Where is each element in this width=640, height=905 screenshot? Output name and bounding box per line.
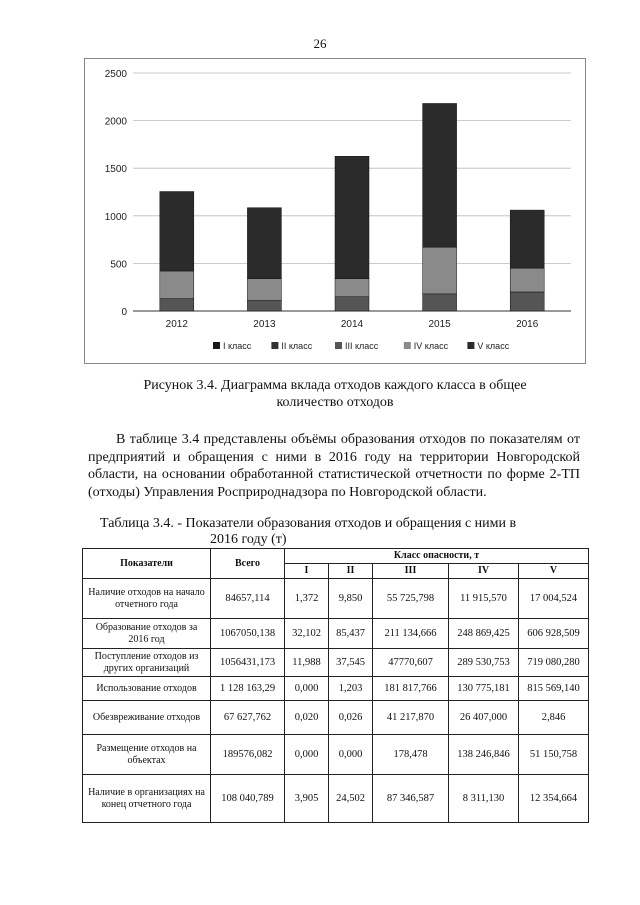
header-class-3: III (373, 564, 449, 579)
legend-swatch (335, 342, 342, 349)
x-tick-label: 2014 (340, 319, 364, 330)
row-class-4-value: 138 246,846 (449, 735, 519, 775)
header-class-1: I (285, 564, 329, 579)
row-class-1-value: 0,000 (285, 735, 329, 775)
x-tick-label: 2012 (165, 319, 188, 330)
row-total: 189576,082 (211, 735, 285, 775)
row-total: 1 128 163,29 (211, 677, 285, 701)
row-class-2-value: 1,203 (329, 677, 373, 701)
header-class-4: IV (449, 564, 519, 579)
row-name: Наличие в организациях на конец отчетного года (83, 775, 211, 823)
row-class-4-value: 130 775,181 (449, 677, 519, 701)
row-name: Обезвреживание отходов (83, 701, 211, 735)
header-indicators: Показатели (83, 549, 211, 579)
row-class-1-value: 3,905 (285, 775, 329, 823)
row-class-2-value: 37,545 (329, 649, 373, 677)
row-total: 1067050,138 (211, 619, 285, 649)
table-row (83, 579, 589, 619)
row-class-5-value: 815 569,140 (519, 677, 589, 701)
bar-segment (335, 297, 369, 311)
row-class-5-value: 12 354,664 (519, 775, 589, 823)
stacked-bar-chart (84, 58, 586, 364)
x-tick-label: 2016 (516, 319, 539, 330)
waste-table (82, 548, 589, 823)
bar-segment (335, 156, 369, 278)
legend-label: III класс (345, 341, 379, 351)
bar-segment (247, 301, 281, 311)
row-class-3-value: 47770,607 (373, 649, 449, 677)
table-row (83, 619, 589, 649)
row-class-1-value: 1,372 (285, 579, 329, 619)
bar-segment (247, 208, 281, 279)
bar-segment (510, 292, 544, 311)
row-class-3-value: 211 134,666 (373, 619, 449, 649)
header-total: Всего (211, 549, 285, 579)
legend-swatch (213, 342, 220, 349)
row-class-4-value: 11 915,570 (449, 579, 519, 619)
legend-label: V класс (477, 341, 510, 351)
y-tick-label: 500 (110, 259, 127, 271)
x-tick-label: 2013 (253, 319, 276, 330)
row-name: Использование отходов (83, 677, 211, 701)
header-hazard-class: Класс опасности, т (285, 549, 589, 564)
y-tick-label: 2500 (104, 69, 127, 80)
figure-caption-line2: количество отходов (276, 395, 394, 410)
row-class-1-value: 0,000 (285, 677, 329, 701)
y-tick-label: 1000 (104, 211, 127, 223)
bar-segment (160, 192, 194, 271)
y-tick-label: 1500 (104, 164, 127, 176)
row-class-5-value: 17 004,524 (519, 579, 589, 619)
row-name: Размещение отходов на объектах (83, 735, 211, 775)
row-class-5-value: 51 150,758 (519, 735, 589, 775)
row-total: 67 627,762 (211, 701, 285, 735)
bar-segment (423, 294, 457, 311)
row-class-5-value: 719 080,280 (519, 649, 589, 677)
row-class-4-value: 289 530,753 (449, 649, 519, 677)
bar-segment (510, 268, 544, 292)
row-name: Образование отходов за 2016 год (83, 619, 211, 649)
row-name: Наличие отходов на начало отчетного года (83, 579, 211, 619)
legend-swatch (467, 342, 474, 349)
row-class-3-value: 178,478 (373, 735, 449, 775)
row-total: 1056431,173 (211, 649, 285, 677)
header-class-2: II (329, 564, 373, 579)
bar-segment (423, 103, 457, 247)
table-row (83, 677, 589, 701)
body-paragraph-text: В таблице 3.4 представлены объёмы образования отходов по показателям от предприятий и обращения с ними в 2016 году на территории Новгородской области, на основании обработанной статистической отчетности по форме 2-ТП (отходы) Управления Росприроднадзора по Новгородской области. (88, 432, 580, 500)
legend-swatch (404, 342, 411, 349)
row-class-1-value: 0,020 (285, 701, 329, 735)
row-total: 84657,114 (211, 579, 285, 619)
bar-segment (335, 279, 369, 297)
row-class-2-value: 0,026 (329, 701, 373, 735)
row-class-3-value: 87 346,587 (373, 775, 449, 823)
row-class-2-value: 85,437 (329, 619, 373, 649)
table-row (83, 735, 589, 775)
bar-segment (247, 279, 281, 301)
figure-caption (84, 377, 586, 411)
table-title-line1: Таблица 3.4. - Показатели образования отходов и обращения с ними в (100, 516, 517, 531)
bar-segment (160, 299, 194, 311)
row-class-2-value: 24,502 (329, 775, 373, 823)
row-class-1-value: 11,988 (285, 649, 329, 677)
bar-segment (423, 247, 457, 294)
table-row (83, 775, 589, 823)
row-class-2-value: 0,000 (329, 735, 373, 775)
row-total: 108 040,789 (211, 775, 285, 823)
row-class-4-value: 248 869,425 (449, 619, 519, 649)
row-class-5-value: 606 928,509 (519, 619, 589, 649)
row-name: Поступление отходов из других организаций (83, 649, 211, 677)
y-tick-label: 2000 (104, 116, 127, 128)
chart-svg (85, 59, 587, 365)
bar-segment (510, 210, 544, 268)
legend-label: II класс (281, 341, 313, 351)
x-tick-label: 2015 (428, 319, 451, 330)
body-paragraph (88, 431, 580, 501)
row-class-5-value: 2,846 (519, 701, 589, 735)
legend-label: IV класс (413, 341, 449, 351)
row-class-3-value: 55 725,798 (373, 579, 449, 619)
header-class-5: V (519, 564, 589, 579)
table-row (83, 649, 589, 677)
row-class-4-value: 8 311,130 (449, 775, 519, 823)
page-number: 26 (313, 36, 327, 51)
table-title (100, 516, 580, 548)
row-class-2-value: 9,850 (329, 579, 373, 619)
bar-segment (160, 271, 194, 299)
table-title-line2: 2016 году (т) (210, 532, 287, 547)
legend-swatch (271, 342, 278, 349)
row-class-3-value: 181 817,766 (373, 677, 449, 701)
table-row (83, 701, 589, 735)
y-tick-label: 0 (121, 307, 127, 318)
row-class-4-value: 26 407,000 (449, 701, 519, 735)
row-class-1-value: 32,102 (285, 619, 329, 649)
legend-label: I класс (223, 341, 252, 351)
figure-caption-line1: Рисунок 3.4. Диаграмма вклада отходов каждого класса в общее (143, 378, 527, 393)
row-class-3-value: 41 217,870 (373, 701, 449, 735)
